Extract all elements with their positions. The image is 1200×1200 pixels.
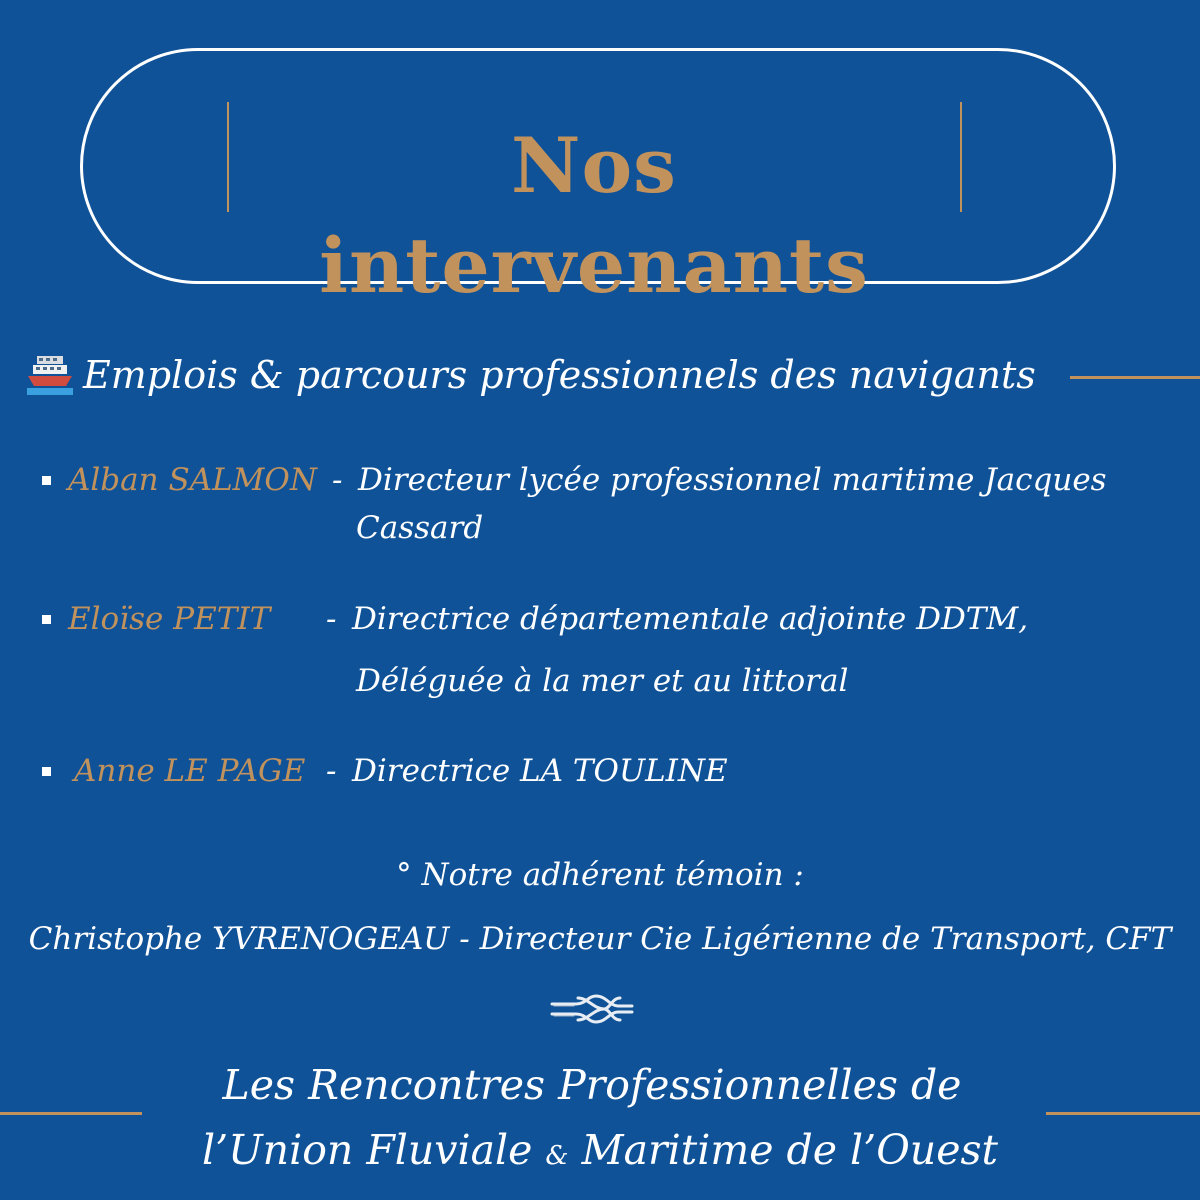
speaker-dash: - (326, 601, 337, 637)
section-header (25, 345, 1036, 405)
speaker-role: Directrice LA TOULINE (352, 753, 728, 789)
speaker-item (0, 748, 1200, 798)
footer-line-2 (0, 1120, 1200, 1186)
section-title: Emplois & parcours professionnels des navigants (83, 353, 1036, 397)
bullet (42, 767, 51, 776)
speaker-name: Anne LE PAGE (74, 753, 306, 789)
speaker-dash: - (332, 462, 343, 498)
section-divider-line (1070, 376, 1200, 379)
footer-line-2-start: l’Union Fluviale (201, 1126, 546, 1174)
footer-line-1: Les Rencontres Professionnelles de (222, 1061, 962, 1109)
witness-label: ° Notre adhérent témoin : (396, 857, 804, 893)
speaker-item (0, 596, 1200, 716)
footer-ampersand: & (545, 1141, 569, 1171)
speaker-role-continued: Cassard (356, 510, 484, 546)
bullet (42, 615, 51, 624)
page-title: Nos intervenants (319, 121, 869, 310)
knot-icon (548, 992, 636, 1026)
speaker-name: Alban SALMON (68, 462, 317, 498)
speaker-role: Directeur lycée professionnel maritime Jacques (358, 462, 1107, 498)
ship-icon (25, 350, 75, 400)
witness-text: Christophe YVRENOGEAU - Directeur Cie Ligérienne de Transport, CFT (28, 921, 1172, 957)
bullet (42, 476, 51, 485)
speaker-role-continued: Déléguée à la mer et au littoral (356, 663, 849, 699)
speaker-item (0, 457, 1200, 553)
footer-line-2-end: Maritime de l’Ouest (568, 1126, 998, 1174)
speaker-role: Directrice départementale adjointe DDTM, (352, 601, 1029, 637)
title-left-bar (227, 102, 229, 212)
speaker-dash: - (326, 753, 337, 789)
title-right-bar (960, 102, 962, 212)
speaker-name: Eloïse PETIT (68, 601, 271, 637)
